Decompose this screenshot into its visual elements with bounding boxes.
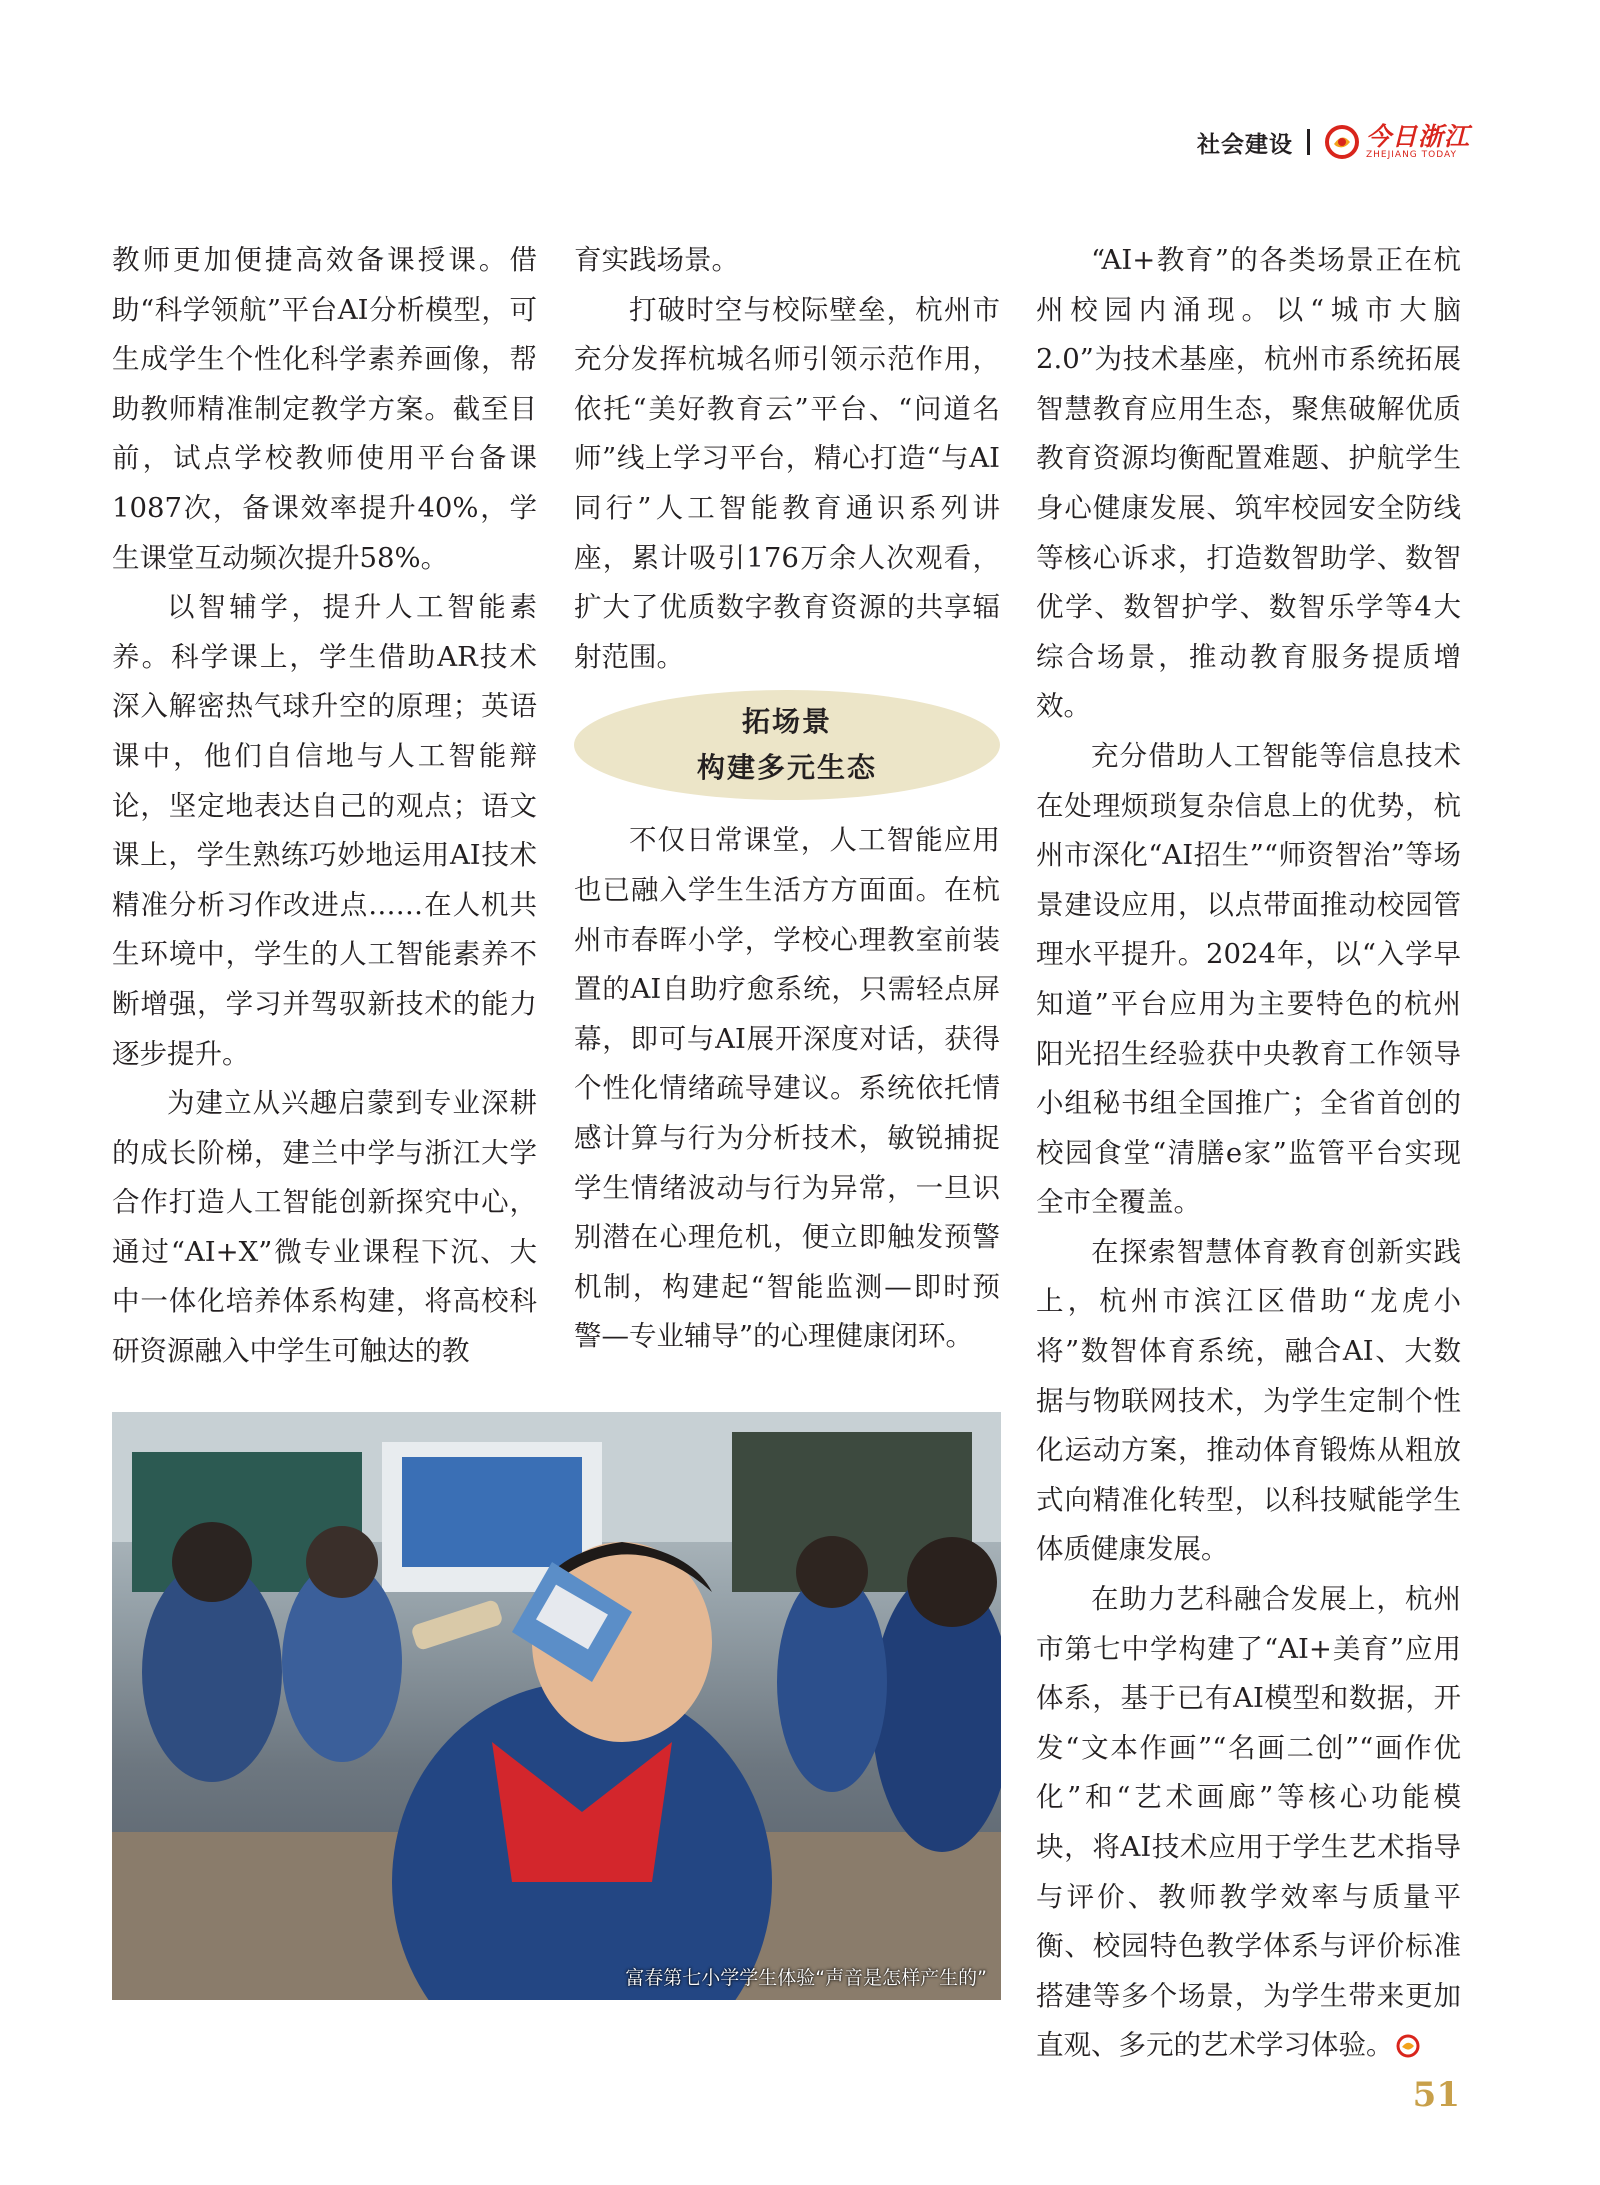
paragraph: 在探索智慧体育教育创新实践上，杭州市滨江区借助“龙虎小将”数智体育系统，融合AI、大数据与物联网技术，为学生定制个性化运动方案，推动体育锻炼从粗放式向精准化转型，以科技赋能学生体质健康发展。 — [1036, 1235, 1461, 1566]
column-1 — [112, 236, 537, 1377]
brand-swirl-icon — [1324, 124, 1360, 160]
paragraph: 充分借助人工智能等信息技术在处理烦琐复杂信息上的优势，杭州市深化“AI招生”“师资智治”等场景建设应用，以点带面推动校园管理水平提升。2024年，以“入学早知道”平台应用为主要特色的杭州阳光招生经验获中央教育工作领导小组秘书组全国推广；全省首创的校园食堂“清膳e家”监管平台实现全市全覆盖。 — [1036, 739, 1461, 1219]
paragraph: 打破时空与校际壁垒，杭州市充分发挥杭城名师引领示范作用，依托“美好教育云”平台、“问道名师”线上学习平台，精心打造“与AI同行”人工智能教育通识系列讲座，累计吸引176万余人次观看，扩大了优质数字教育资源的共享辐射范围。 — [574, 293, 1000, 673]
brand-logo — [1324, 124, 1470, 160]
subheading-line-2: 构建多元生态 — [696, 751, 877, 784]
brand-name-en: ZHEJIANG TODAY — [1365, 150, 1457, 160]
brand-name-cn: 今日浙江 — [1365, 122, 1470, 151]
brand-text — [1366, 124, 1470, 160]
classroom-photo — [112, 1412, 1001, 2000]
paragraph: 为建立从兴趣启蒙到专业深耕的成长阶梯，建兰中学与浙江大学合作打造人工智能创新探究中心，通过“AI+X”微专业课程下沉、大中一体化培养体系构建，将高校科研资源融入中学生可触达的教 — [112, 1087, 537, 1368]
paragraph: 以智辅学，提升人工智能素养。科学课上，学生借助AR技术深入解密热气球升空的原理；英语课中，他们自信地与人工智能辩论，坚定地表达自己的观点；语文课上，学生熟练巧妙地运用AI技术精准分析习作改进点……在人机共生环境中，学生的人工智能素养不断增强，学习并驾驭新技术的能力逐步提升。 — [112, 591, 537, 1070]
paragraph: “AI+教育”的各类场景正在杭州校园内涌现。以“城市大脑2.0”为技术基座，杭州市系统拓展智慧教育应用生态，聚焦破解优质教育资源均衡配置难题、护航学生身心健康发展、筑牢校园安全防线等核心诉求，打造数智助学、数智优学、数智护学、数智乐学等4大综合场景，推动教育服务提质增效。 — [1036, 244, 1461, 723]
photo-caption: 富春第七小学学生体验“声音是怎样产生的” — [625, 1967, 987, 1989]
paragraph: 育实践场景。 — [574, 244, 739, 276]
page-header — [1197, 120, 1470, 164]
paragraph-final — [1036, 1575, 1461, 2071]
section-subheading — [574, 690, 1000, 800]
section-name: 社会建设 — [1196, 131, 1293, 158]
column-3 — [1036, 236, 1461, 2071]
subheading-line-1: 拓场景 — [741, 705, 832, 738]
paragraph: 在助力艺科融合发展上，杭州市第七中学构建了“AI+美育”应用体系，基于已有AI模型和数据，开发“文本作画”“名画二创”“画作优化”和“艺术画廊”等核心功能模块，将AI技术应用于学生艺术指导与评价、教师教学效率与质量平衡、校园特色教学体系与评价标准搭建等多个场景，为学生带来更加直观、多元的艺术学习体验。 — [1036, 1583, 1461, 2062]
paragraph: 不仅日常课堂，人工智能应用也已融入学生生活方方面面。在杭州市春晖小学，学校心理教室前装置的AI自助疗愈系统，只需轻点屏幕，即可与AI展开深度对话，获得个性化情绪疏导建议。系统依托情感计算与行为分析技术，敏锐捕捉学生情绪波动与行为异常，一旦识别潜在心理危机，便立即触发预警机制，构建起“智能监测—即时预警—专业辅导”的心理健康闭环。 — [574, 824, 1000, 1353]
page-number: 51 — [1412, 2075, 1460, 2115]
end-mark-icon — [1396, 2034, 1420, 2058]
header-divider — [1307, 129, 1310, 155]
paragraph: 教师更加便捷高效备课授课。借助“科学领航”平台AI分析模型，可生成学生个性化科学素养画像，帮助教师精准制定教学方案。截至目前，试点学校教师使用平台备课1087次，备课效率提升40%，学生课堂互动频次提升58%。 — [112, 244, 537, 574]
photo-illustration — [112, 1412, 1001, 2000]
